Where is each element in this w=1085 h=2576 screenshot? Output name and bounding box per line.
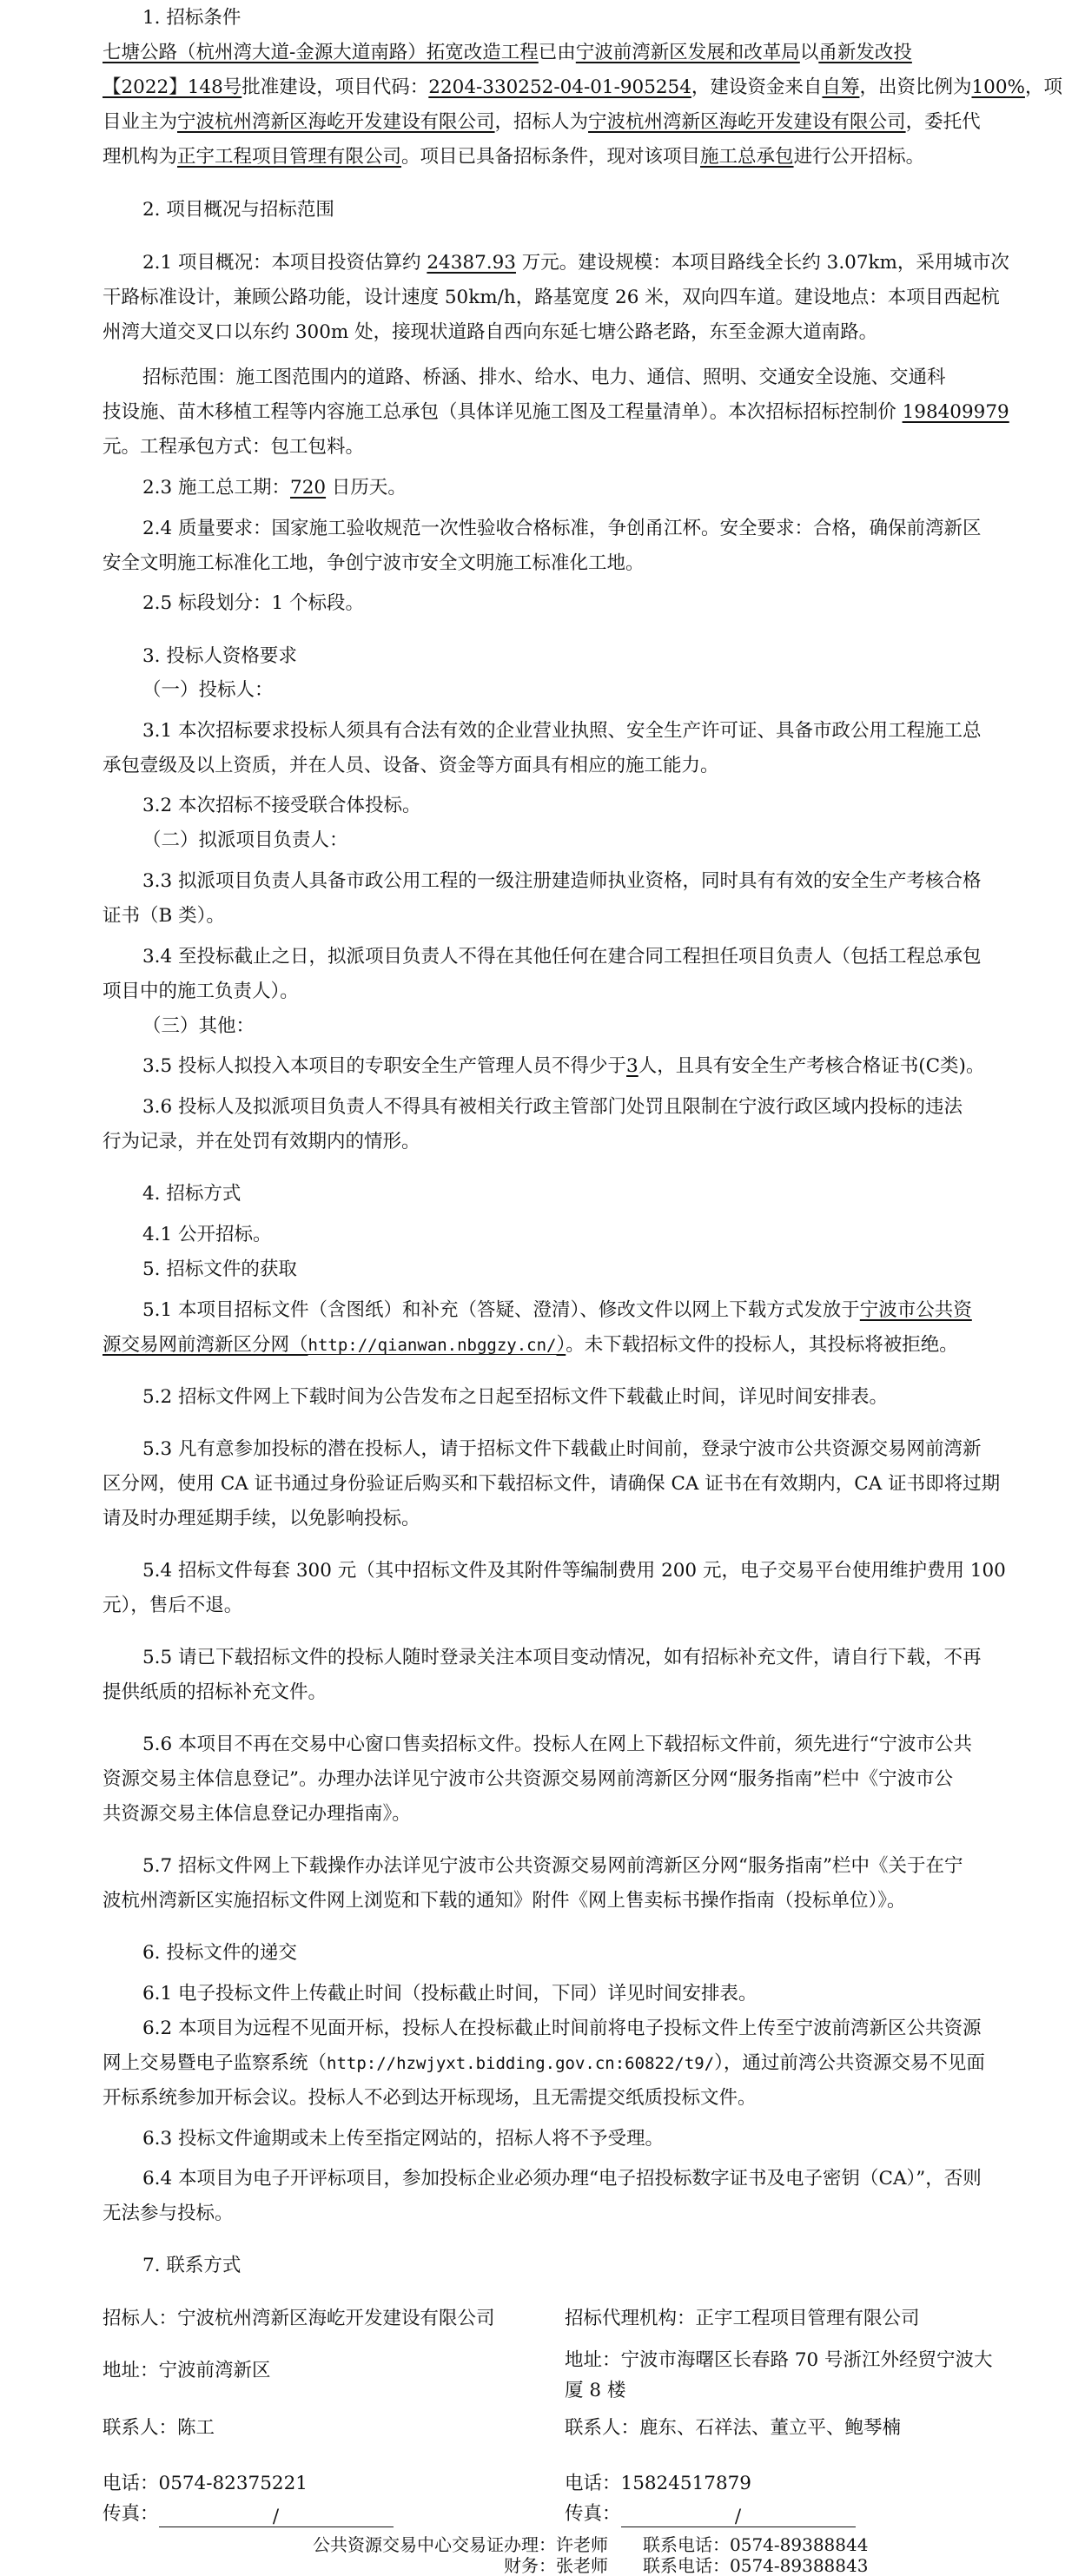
text-segment: 3.2 本次招标不接受联合体投标。: [142, 795, 421, 816]
text-segment: 人，且具有安全生产考核合格证书(C类)。: [638, 1055, 985, 1077]
text-segment: 4. 招标方式: [142, 1183, 241, 1205]
agency-phone-row: [565, 2471, 751, 2497]
text-segment: 承包壹级及以上资质，并在人员、设备、资金等方面具有相应的施工能力。: [103, 755, 719, 776]
underlined-text: http://qianwan.nbggzy.cn/: [308, 1336, 557, 1355]
text-line: [142, 5, 1076, 31]
agency-address-label: 地址：: [565, 2349, 621, 2371]
text-segment: 州湾大道交叉口以东约 300m 处，接现状道路自西向东延七塘公路老路，东至金源大道南路。: [103, 321, 878, 343]
agency-fax-label: 传真：: [565, 2503, 621, 2525]
agency-fax-row: [565, 2501, 856, 2527]
text-segment: 目业主为: [103, 111, 178, 133]
text-line: [103, 75, 1076, 101]
underlined-text: 198409979: [902, 401, 1009, 423]
text-segment: 1. 招标条件: [142, 7, 241, 29]
underlined-text: 2204-330252-04-01-905254: [428, 76, 691, 98]
underlined-text: 【2022】148号: [103, 76, 242, 98]
tenderer-contact-label: 联系人：: [103, 2417, 178, 2439]
underlined-text: 宁波前湾新区发展和改革局: [575, 42, 800, 63]
agency-label: 招标代理机构：: [565, 2308, 696, 2329]
agency-phone-label: 电话：: [565, 2473, 621, 2494]
text-segment: 3.5 投标人拟投入本项目的专职安全生产管理人员不得少于: [142, 1055, 627, 1077]
text-line: [142, 1645, 1076, 1671]
tenderer-address-label: 地址：: [103, 2360, 159, 2381]
underlined-text: 宁波杭州湾新区海屹开发建设有限公司: [588, 111, 906, 133]
text-line: [142, 869, 1076, 895]
text-line: [142, 1257, 1076, 1283]
text-segment: 7. 联系方式: [142, 2255, 241, 2276]
underlined-text: 24387.93: [427, 252, 516, 274]
text-line: [142, 1384, 1076, 1410]
tenderer-name: 宁波杭州湾新区海屹开发建设有限公司: [177, 2308, 495, 2329]
text-line: [103, 400, 1076, 426]
text-segment: http://hzwjyxt.bidding.gov.cn:60822/t9/: [327, 2054, 715, 2073]
text-segment: 5.5 请已下载招标文件的投标人随时登录关注本项目变动情况，如有招标补充文件，请自行下载，不再: [142, 1647, 982, 1668]
underlined-text: 施工总承包: [700, 146, 794, 168]
text-line: [142, 2166, 1076, 2192]
text-line: [103, 979, 1076, 1005]
text-segment: 5. 招标文件的获取: [142, 1258, 297, 1280]
text-line: [103, 1680, 1076, 1706]
text-segment: 6.3 投标文件逾期或未上传至指定网站的，招标人将不予受理。: [142, 2128, 665, 2150]
tenderer-contact: 陈工: [177, 2417, 215, 2439]
agency-fax: /: [621, 2504, 856, 2527]
text-line: [103, 551, 1076, 577]
text-line: [103, 1471, 1076, 1497]
text-line: [103, 285, 1076, 311]
text-line: [142, 2126, 1076, 2152]
underlined-text: 自筹: [822, 76, 860, 98]
text-line: [142, 1054, 1076, 1080]
text-segment: 已由: [538, 42, 576, 63]
text-segment: 4.1 公开招标。: [142, 1224, 272, 1245]
text-segment: 以: [799, 42, 819, 63]
text-segment: 共资源交易主体信息登记办理指南》。: [103, 1803, 411, 1825]
underlined-text: 3: [626, 1055, 638, 1077]
text-line: [103, 1801, 1076, 1827]
text-line: [103, 1593, 1076, 1619]
text-segment: 6.4 本项目为电子开评标项目，参加投标企业必须办理“电子招投标数字证书及电子密钥（CA）”，否则: [142, 2168, 982, 2190]
text-segment: 请及时办理延期手续，以免影响投标。: [103, 1508, 420, 1529]
text-segment: 3.4 至投标截止之日，拟派项目负责人不得在其他任何在建合同工程担任项目负责人（包括工程总承包: [142, 946, 982, 968]
text-line: [142, 197, 1076, 223]
text-line: [142, 365, 1076, 391]
text-segment: 资源交易主体信息登记”。办理办法详见宁波市公共资源交易网前湾新区分网“服务指南”栏中《宁波市公: [103, 1768, 953, 1790]
underlined-text: 720: [290, 477, 327, 499]
text-line: [142, 1298, 1076, 1324]
text-segment: 网上交易暨电子监察系统（: [103, 2052, 327, 2074]
agency-row: [565, 2306, 920, 2332]
tenderer-address: 宁波前湾新区: [158, 2360, 271, 2381]
text-segment: （二）拟派项目负责人：: [142, 829, 348, 851]
text-line: [142, 1437, 1076, 1463]
text-segment: （一）投标人：: [142, 679, 274, 701]
agency-contact-label: 联系人：: [565, 2417, 640, 2439]
agency-contact: 鹿东、石祥法、董立平、鲍琴楠: [639, 2417, 902, 2439]
text-segment: ，建设资金来自: [691, 76, 823, 98]
underlined-text: 正宇工程项目管理有限公司: [177, 146, 402, 168]
text-line: [142, 1558, 1076, 1584]
tenderer-contact-row: [103, 2415, 215, 2441]
text-segment: 波杭州湾新区实施招标文件网上浏览和下载的通知》附件《网上售卖标书操作指南（投标单位）》。: [103, 1890, 906, 1912]
underlined-text: 源交易网前湾新区分网（: [103, 1334, 308, 1356]
text-line: [103, 753, 1076, 779]
tenderer-fax-label: 传真：: [103, 2503, 159, 2525]
text-line: [142, 1014, 1076, 1040]
underlined-text: 100%: [971, 76, 1025, 98]
agency-address-line2: 厦 8 楼: [565, 2380, 626, 2401]
footer-line-2: 财务：张老师 联系电话：0574-89388843: [504, 2555, 869, 2576]
text-line: [142, 1981, 1076, 2007]
text-line: [103, 434, 1076, 460]
text-line: [103, 1129, 1076, 1155]
text-segment: 6.2 本项目为远程不见面开标，投标人在投标截止时间前将电子投标文件上传至宁波前湾新区公共资源: [142, 2018, 982, 2039]
text-segment: 2.4 质量要求：国家施工验收规范一次性验收合格标准，争创甬江杯。安全要求：合格，确保前湾新区: [142, 518, 982, 539]
text-segment: 元），售后不退。: [103, 1595, 243, 1616]
text-segment: 2. 项目概况与招标范围: [142, 199, 334, 221]
text-line: [103, 144, 1076, 170]
text-line: [142, 718, 1076, 744]
underlined-text: 宁波杭州湾新区海屹开发建设有限公司: [177, 111, 495, 133]
text-segment: 招标范围：施工图范围内的道路、桥涵、排水、给水、电力、通信、照明、交通安全设施、交通科: [142, 367, 946, 388]
text-segment: 证书（B 类）。: [103, 905, 225, 927]
text-line: [142, 828, 1076, 854]
text-line: [103, 2051, 1076, 2077]
text-segment: 技设施、苗木移植工程等内容施工总承包（具体详见施工图及工程量清单）。本次招标招标控制价: [103, 401, 903, 423]
agency-address-row: [565, 2348, 993, 2374]
tenderer-fax: /: [159, 2504, 394, 2527]
text-segment: 干路标准设计，兼顾公路功能，设计速度 50km/h，路基宽度 26 米，双向四车道。建设地点：本项目西起杭: [103, 287, 1000, 308]
text-segment: 行为记录，并在处罚有效期内的情形。: [103, 1131, 420, 1153]
tenderer-fax-row: [103, 2501, 394, 2527]
text-line: [142, 2016, 1076, 2042]
agency-phone: 15824517879: [620, 2473, 751, 2494]
text-segment: 元。工程承包方式：包工包料。: [103, 436, 365, 458]
text-line: [142, 644, 1076, 670]
underlined-text: 宁波市公共资: [859, 1299, 972, 1321]
agency-address-row-2: [565, 2378, 625, 2404]
text-segment: 3.3 拟派项目负责人具备市政公用工程的一级注册建造师执业资格，同时具有有效的安全生产考核合格: [142, 870, 982, 892]
text-segment: 进行公开招标。: [793, 146, 925, 168]
text-segment: （三）其他：: [142, 1015, 255, 1037]
text-segment: 安全文明施工标准化工地，争创宁波市安全文明施工标准化工地。: [103, 552, 645, 574]
text-segment: 5.4 招标文件每套 300 元（其中招标文件及其附件等编制费用 200 元，电子交易平台使用维护费用 100: [142, 1560, 1006, 1582]
underlined-text: 七塘公路（杭州湾大道-金源大道南路）拓宽改造工程: [103, 42, 539, 63]
text-line: [103, 1767, 1076, 1793]
agency-name: 正宇工程项目管理有限公司: [695, 2308, 920, 2329]
agency-address-line1: 宁波市海曙区长春路 70 号浙江外经贸宁波大: [620, 2349, 993, 2371]
text-segment: 2.3 施工总工期：: [142, 477, 291, 499]
text-segment: 3.1 本次招标要求投标人须具有合法有效的企业营业执照、安全生产许可证、具备市政公用工程施工总: [142, 720, 982, 742]
text-line: [142, 2253, 1076, 2279]
text-line: [103, 1332, 1076, 1358]
text-line: [103, 903, 1076, 929]
footer-line-1: 公共资源交易中心交易证办理：许老师 联系电话：0574-89388844: [313, 2534, 869, 2555]
text-segment: 理机构为: [103, 146, 178, 168]
tenderer-phone-row: [103, 2471, 308, 2497]
text-line: [142, 1181, 1076, 1207]
agency-contact-row: [565, 2415, 901, 2441]
text-line: [103, 40, 1076, 66]
text-segment: ，出资比例为: [859, 76, 972, 98]
text-segment: 5.6 本项目不再在交易中心窗口售卖招标文件。投标人在网上下载招标文件前，须先进行“宁波市公共: [142, 1734, 973, 1755]
tenderer-address-row: [103, 2358, 271, 2384]
text-segment: 批准建设，项目代码：: [241, 76, 429, 98]
text-segment: 日历天。: [326, 477, 407, 499]
text-segment: 无法参与投标。: [103, 2203, 234, 2224]
text-line: [142, 1222, 1076, 1248]
text-line: [142, 516, 1076, 542]
text-segment: 6.1 电子投标文件上传截止时间（投标截止时间，下同）详见时间安排表。: [142, 1983, 758, 2005]
text-line: [103, 1888, 1076, 1914]
text-segment: 5.3 凡有意参加投标的潜在投标人，请于招标文件下载截止时间前，登录宁波市公共资源交易网前湾新: [142, 1438, 982, 1460]
text-line: [142, 1094, 1076, 1120]
tenderer-label: 招标人：: [103, 2308, 178, 2329]
text-segment: 2.1 项目概况：本项目投资估算约: [142, 252, 427, 274]
text-segment: 万元。建设规模：本项目路线全长约 3.07km，采用城市次: [515, 252, 1009, 274]
text-line: [103, 2201, 1076, 2227]
text-line: [142, 944, 1076, 970]
underlined-text: 甬新发改投: [818, 42, 912, 63]
text-segment: ，委托代: [905, 111, 981, 133]
text-segment: 区分网，使用 CA 证书通过身份验证后购买和下载招标文件，请确保 CA 证书在有效期内，CA 证书即将过期: [103, 1473, 1001, 1495]
text-line: [103, 1506, 1076, 1532]
tenderer-phone-label: 电话：: [103, 2473, 159, 2494]
text-line: [103, 2085, 1076, 2111]
text-line: [142, 1732, 1076, 1758]
tenderer-row: [103, 2306, 495, 2332]
text-segment: 2.5 标段划分：1 个标段。: [142, 592, 365, 614]
text-segment: ），通过前湾公共资源交易不见面: [714, 2052, 985, 2074]
text-line: [142, 1940, 1076, 1966]
text-segment: 项目中的施工负责人）。: [103, 981, 299, 1002]
text-segment: 6. 投标文件的递交: [142, 1942, 297, 1964]
tenderer-phone: 0574-82375221: [158, 2473, 308, 2494]
text-segment: 开标系统参加开标会议。投标人不必到达开标现场，且无需提交纸质投标文件。: [103, 2087, 757, 2109]
text-segment: 。项目已具备招标条件，现对该项目: [401, 146, 701, 168]
text-segment: ，招标人为: [494, 111, 589, 133]
underlined-text: ）: [556, 1334, 566, 1356]
text-line: [142, 475, 1076, 501]
text-line: [103, 320, 1076, 346]
text-segment: 。未下载招标文件的投标人，其投标将被拒绝。: [566, 1334, 958, 1356]
text-segment: 5.7 招标文件网上下载操作办法详见宁波市公共资源交易网前湾新区分网“服务指南”栏中《关于在宁: [142, 1855, 963, 1877]
text-line: [142, 1853, 1076, 1879]
text-segment: 3.6 投标人及拟派项目负责人不得具有被相关行政主管部门处罚且限制在宁波行政区域内投标的违法: [142, 1096, 963, 1118]
text-segment: 5.1 本项目招标文件（含图纸）和补充（答疑、澄清）、修改文件以网上下载方式发放于: [142, 1299, 860, 1321]
text-line: [142, 591, 1076, 617]
text-line: [142, 793, 1076, 819]
text-line: [142, 250, 1076, 276]
text-line: [142, 677, 1076, 703]
text-segment: 3. 投标人资格要求: [142, 645, 297, 667]
text-segment: 提供纸质的招标补充文件。: [103, 1681, 327, 1703]
text-segment: ，项: [1024, 76, 1062, 98]
text-line: [103, 109, 1076, 135]
text-segment: 5.2 招标文件网上下载时间为公告发布之日起至招标文件下载截止时间，详见时间安排表。: [142, 1386, 889, 1408]
